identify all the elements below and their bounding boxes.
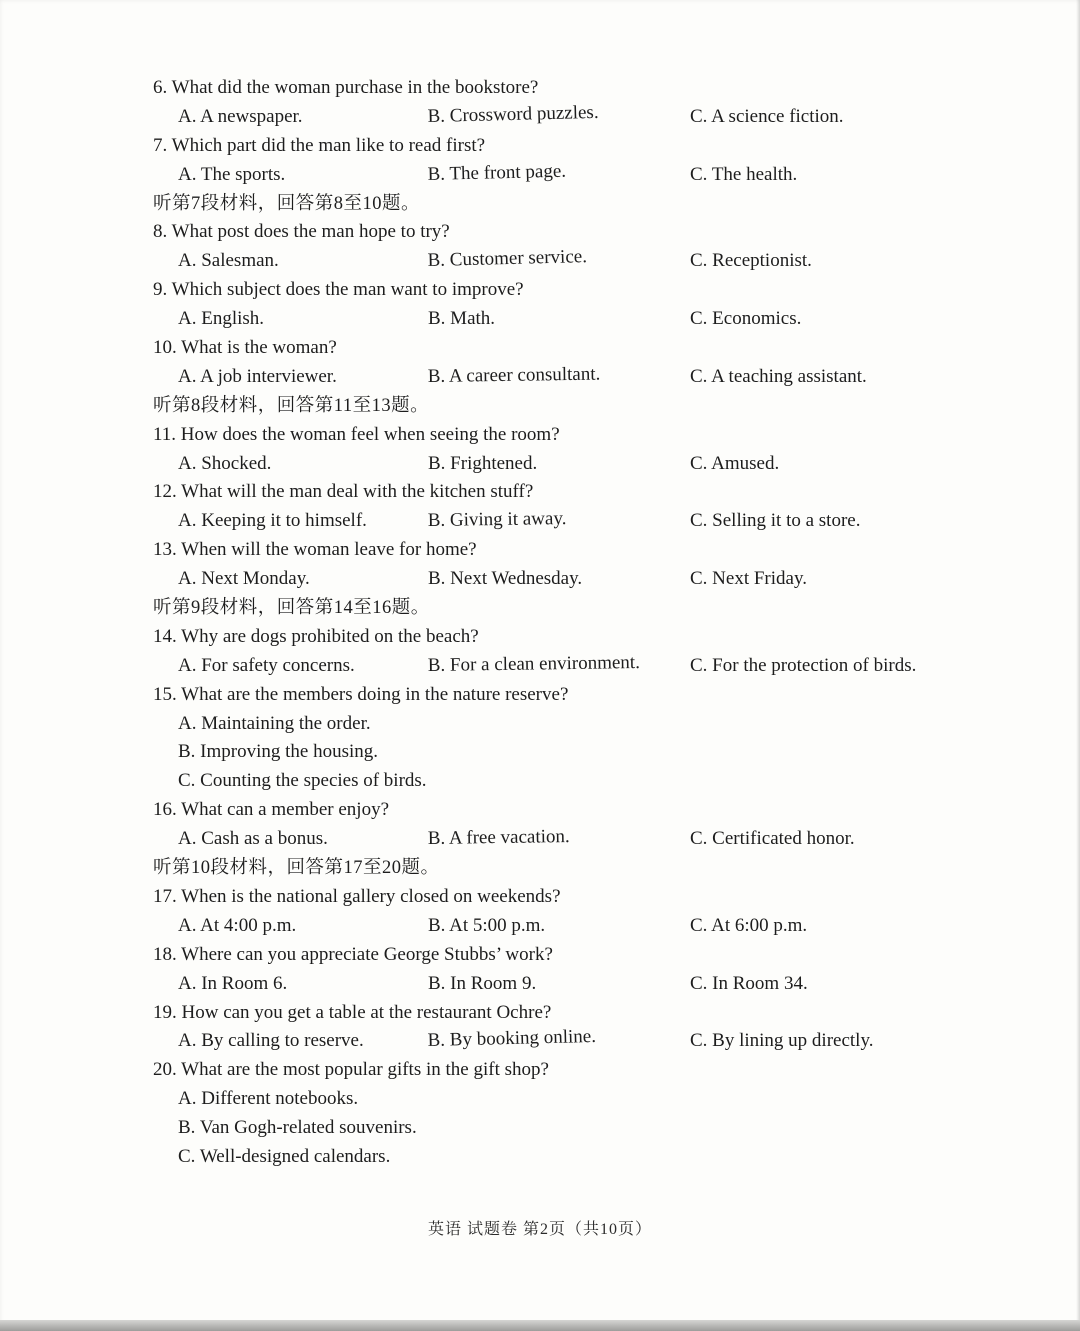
question-18-option-c: C. In Room 34. bbox=[690, 972, 808, 994]
question-14-text: 14. Why are dogs prohibited on the beach? bbox=[153, 625, 479, 647]
question-9-option-a: A. English. bbox=[178, 308, 265, 330]
question-16-option-b: B. A free vacation. bbox=[427, 826, 570, 850]
question-14-option-c: C. For the protection of birds. bbox=[690, 654, 917, 676]
question-7-options bbox=[153, 161, 950, 190]
question-10-option-c: C. A teaching assistant. bbox=[690, 365, 867, 387]
question-20-text: 20. What are the most popular gifts in the gift shop? bbox=[153, 1059, 549, 1081]
question-19-option-b: B. By booking online. bbox=[427, 1026, 597, 1052]
question-14-options bbox=[153, 652, 950, 681]
question-7-text: 7. Which part did the man like to read first? bbox=[153, 134, 486, 156]
scan-edge-bottom bbox=[0, 1320, 1080, 1331]
question-9-options bbox=[153, 305, 950, 334]
question-10-text: 10. What is the woman? bbox=[153, 337, 337, 359]
question-18-option-b: B. In Room 9. bbox=[428, 972, 537, 994]
question-12-options bbox=[153, 507, 950, 536]
question-13-options bbox=[153, 565, 950, 594]
page-footer: 英语 试题卷 第2页（共10页） bbox=[427, 1221, 652, 1238]
question-18-options bbox=[153, 970, 950, 999]
question-13-option-b: B. Next Wednesday. bbox=[428, 568, 583, 590]
question-12-option-b: B. Giving it away. bbox=[427, 508, 567, 532]
question-18-option-a: A. In Room 6. bbox=[178, 972, 288, 994]
question-19-option-c: C. By lining up directly. bbox=[690, 1030, 874, 1052]
question-19-option-a: A. By calling to reserve. bbox=[178, 1030, 364, 1052]
question-19-options bbox=[153, 1027, 950, 1056]
question-7-option-c: C. The health. bbox=[690, 163, 798, 185]
question-11-option-a: A. Shocked. bbox=[178, 452, 272, 474]
question-17-option-b: B. At 5:00 p.m. bbox=[428, 914, 546, 936]
question-11-option-c: C. Amused. bbox=[690, 452, 780, 474]
question-16-option-a: A. Cash as a bonus. bbox=[178, 828, 328, 850]
question-11-option-b: B. Frightened. bbox=[428, 452, 538, 474]
scan-edge-right bbox=[1076, 0, 1080, 1331]
section-header-tape-7: 听第7段材料，回答第8至10题。 bbox=[153, 193, 421, 214]
question-18-text: 18. Where can you appreciate George Stubbs’ work? bbox=[153, 943, 553, 965]
question-10-option-a: A. A job interviewer. bbox=[178, 365, 337, 387]
question-17-text: 17. When is the national gallery closed on weekends? bbox=[153, 885, 561, 907]
question-15-option-c: C. Counting the species of birds. bbox=[178, 770, 427, 792]
question-8-option-a: A. Salesman. bbox=[178, 250, 279, 272]
question-11-options bbox=[153, 450, 950, 479]
question-15-option-b: B. Improving the housing. bbox=[178, 741, 379, 763]
question-6-option-c: C. A science fiction. bbox=[690, 105, 844, 127]
question-11-text: 11. How does the woman feel when seeing the room? bbox=[153, 423, 560, 445]
question-13-option-c: C. Next Friday. bbox=[690, 568, 807, 590]
question-6-text: 6. What did the woman purchase in the bookstore? bbox=[153, 77, 539, 98]
question-16-text: 16. What can a member enjoy? bbox=[153, 799, 389, 821]
question-15-text: 15. What are the members doing in the nature reserve? bbox=[153, 683, 569, 705]
question-10-option-b: B. A career consultant. bbox=[427, 363, 601, 387]
question-6-option-a: A. A newspaper. bbox=[178, 105, 303, 127]
question-16-options bbox=[153, 825, 950, 854]
section-header-tape-8: 听第8段材料，回答第11至13题。 bbox=[153, 395, 430, 416]
question-20-option-b: B. Van Gogh-related souvenirs. bbox=[178, 1117, 417, 1139]
question-6-option-b: B. Crossword puzzles. bbox=[427, 101, 599, 127]
question-20-option-a: A. Different notebooks. bbox=[178, 1088, 359, 1110]
question-14-option-b: B. For a clean environment. bbox=[427, 651, 641, 676]
question-9-text: 9. Which subject does the man want to improve? bbox=[153, 279, 524, 301]
question-8-text: 8. What post does the man hope to try? bbox=[153, 221, 450, 243]
question-17-option-c: C. At 6:00 p.m. bbox=[690, 914, 808, 936]
question-13-text: 13. When will the woman leave for home? bbox=[153, 539, 477, 561]
question-8-option-c: C. Receptionist. bbox=[690, 250, 812, 272]
question-19-text: 19. How can you get a table at the restaurant Ochre? bbox=[153, 1001, 552, 1023]
question-17-options bbox=[153, 912, 950, 941]
question-6-options bbox=[153, 103, 950, 132]
question-16-option-c: C. Certificated honor. bbox=[690, 828, 855, 850]
question-9-option-b: B. Math. bbox=[428, 308, 496, 330]
question-7-option-a: A. The sports. bbox=[178, 163, 286, 185]
question-20-option-c: C. Well-designed calendars. bbox=[178, 1145, 391, 1167]
section-header-tape-10: 听第10段材料，回答第17至20题。 bbox=[153, 858, 440, 879]
question-13-option-a: A. Next Monday. bbox=[178, 568, 310, 590]
question-8-option-b: B. Customer service. bbox=[427, 246, 588, 272]
question-9-option-c: C. Economics. bbox=[690, 308, 802, 330]
question-15-option-a: A. Maintaining the order. bbox=[178, 712, 371, 734]
question-12-text: 12. What will the man deal with the kitchen stuff? bbox=[153, 481, 534, 503]
exam-body bbox=[153, 74, 950, 1172]
question-8-options bbox=[153, 247, 950, 276]
question-12-option-a: A. Keeping it to himself. bbox=[178, 510, 367, 532]
question-14-option-a: A. For safety concerns. bbox=[178, 654, 355, 676]
question-7-option-b: B. The front page. bbox=[427, 160, 567, 185]
question-12-option-c: C. Selling it to a store. bbox=[690, 510, 861, 532]
question-10-options bbox=[153, 363, 950, 392]
section-header-tape-9: 听第9段材料，回答第14至16题。 bbox=[153, 598, 430, 619]
question-17-option-a: A. At 4:00 p.m. bbox=[178, 914, 297, 936]
